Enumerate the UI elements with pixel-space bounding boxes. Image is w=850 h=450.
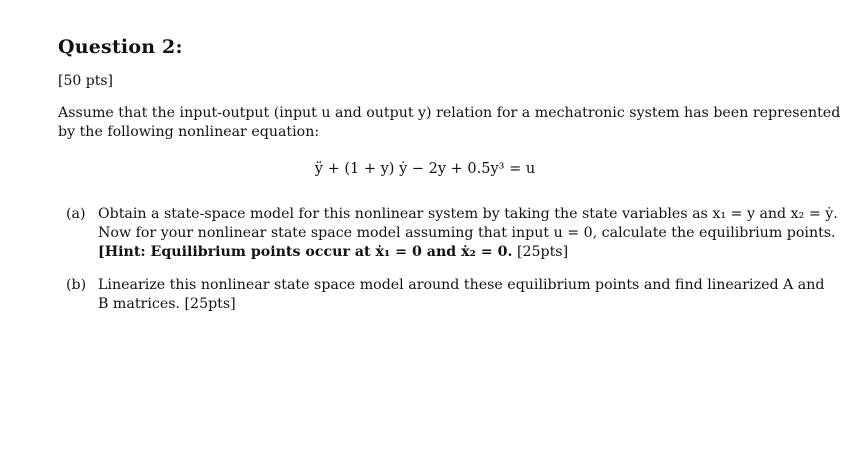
part-a: [66, 205, 838, 262]
intro-paragraph: [58, 104, 841, 142]
part-b-line-1: Linearize this nonlinear state space model around these equilibrium points and find linearized A and: [98, 277, 825, 293]
part-a-line-3: [98, 243, 828, 262]
part-a-points: [25pts]: [516, 244, 569, 260]
nonlinear-equation: ÿ + (1 + y) ẏ − 2y + 0.5y³ = u: [314, 161, 536, 177]
part-a-marker: (a): [66, 206, 86, 222]
intro-line-2: by the following nonlinear equation:: [58, 124, 320, 140]
intro-line-1: Assume that the input-output (input u and output y) relation for a mechatronic system has been represented: [58, 105, 841, 121]
question-title: Question 2:: [58, 36, 183, 58]
part-a-line-2: Now for your nonlinear state space model assuming that input u = 0, calculate the equilibrium points.: [98, 225, 836, 241]
part-a-line-1: Obtain a state-space model for this nonlinear system by taking the state variables as x₁ = y and x₂ = ẏ.: [98, 206, 838, 222]
part-b-line-2: B matrices. [25pts]: [98, 296, 236, 312]
part-a-hint: [Hint: Equilibrium points occur at ẋ₁ = 0 and ẋ₂ = 0.: [98, 244, 513, 260]
question-points: [50 pts]: [58, 73, 113, 89]
part-b-content: [98, 276, 828, 314]
part-b-marker: (b): [66, 277, 87, 293]
part-b: [66, 276, 828, 314]
part-a-content: [98, 205, 838, 262]
